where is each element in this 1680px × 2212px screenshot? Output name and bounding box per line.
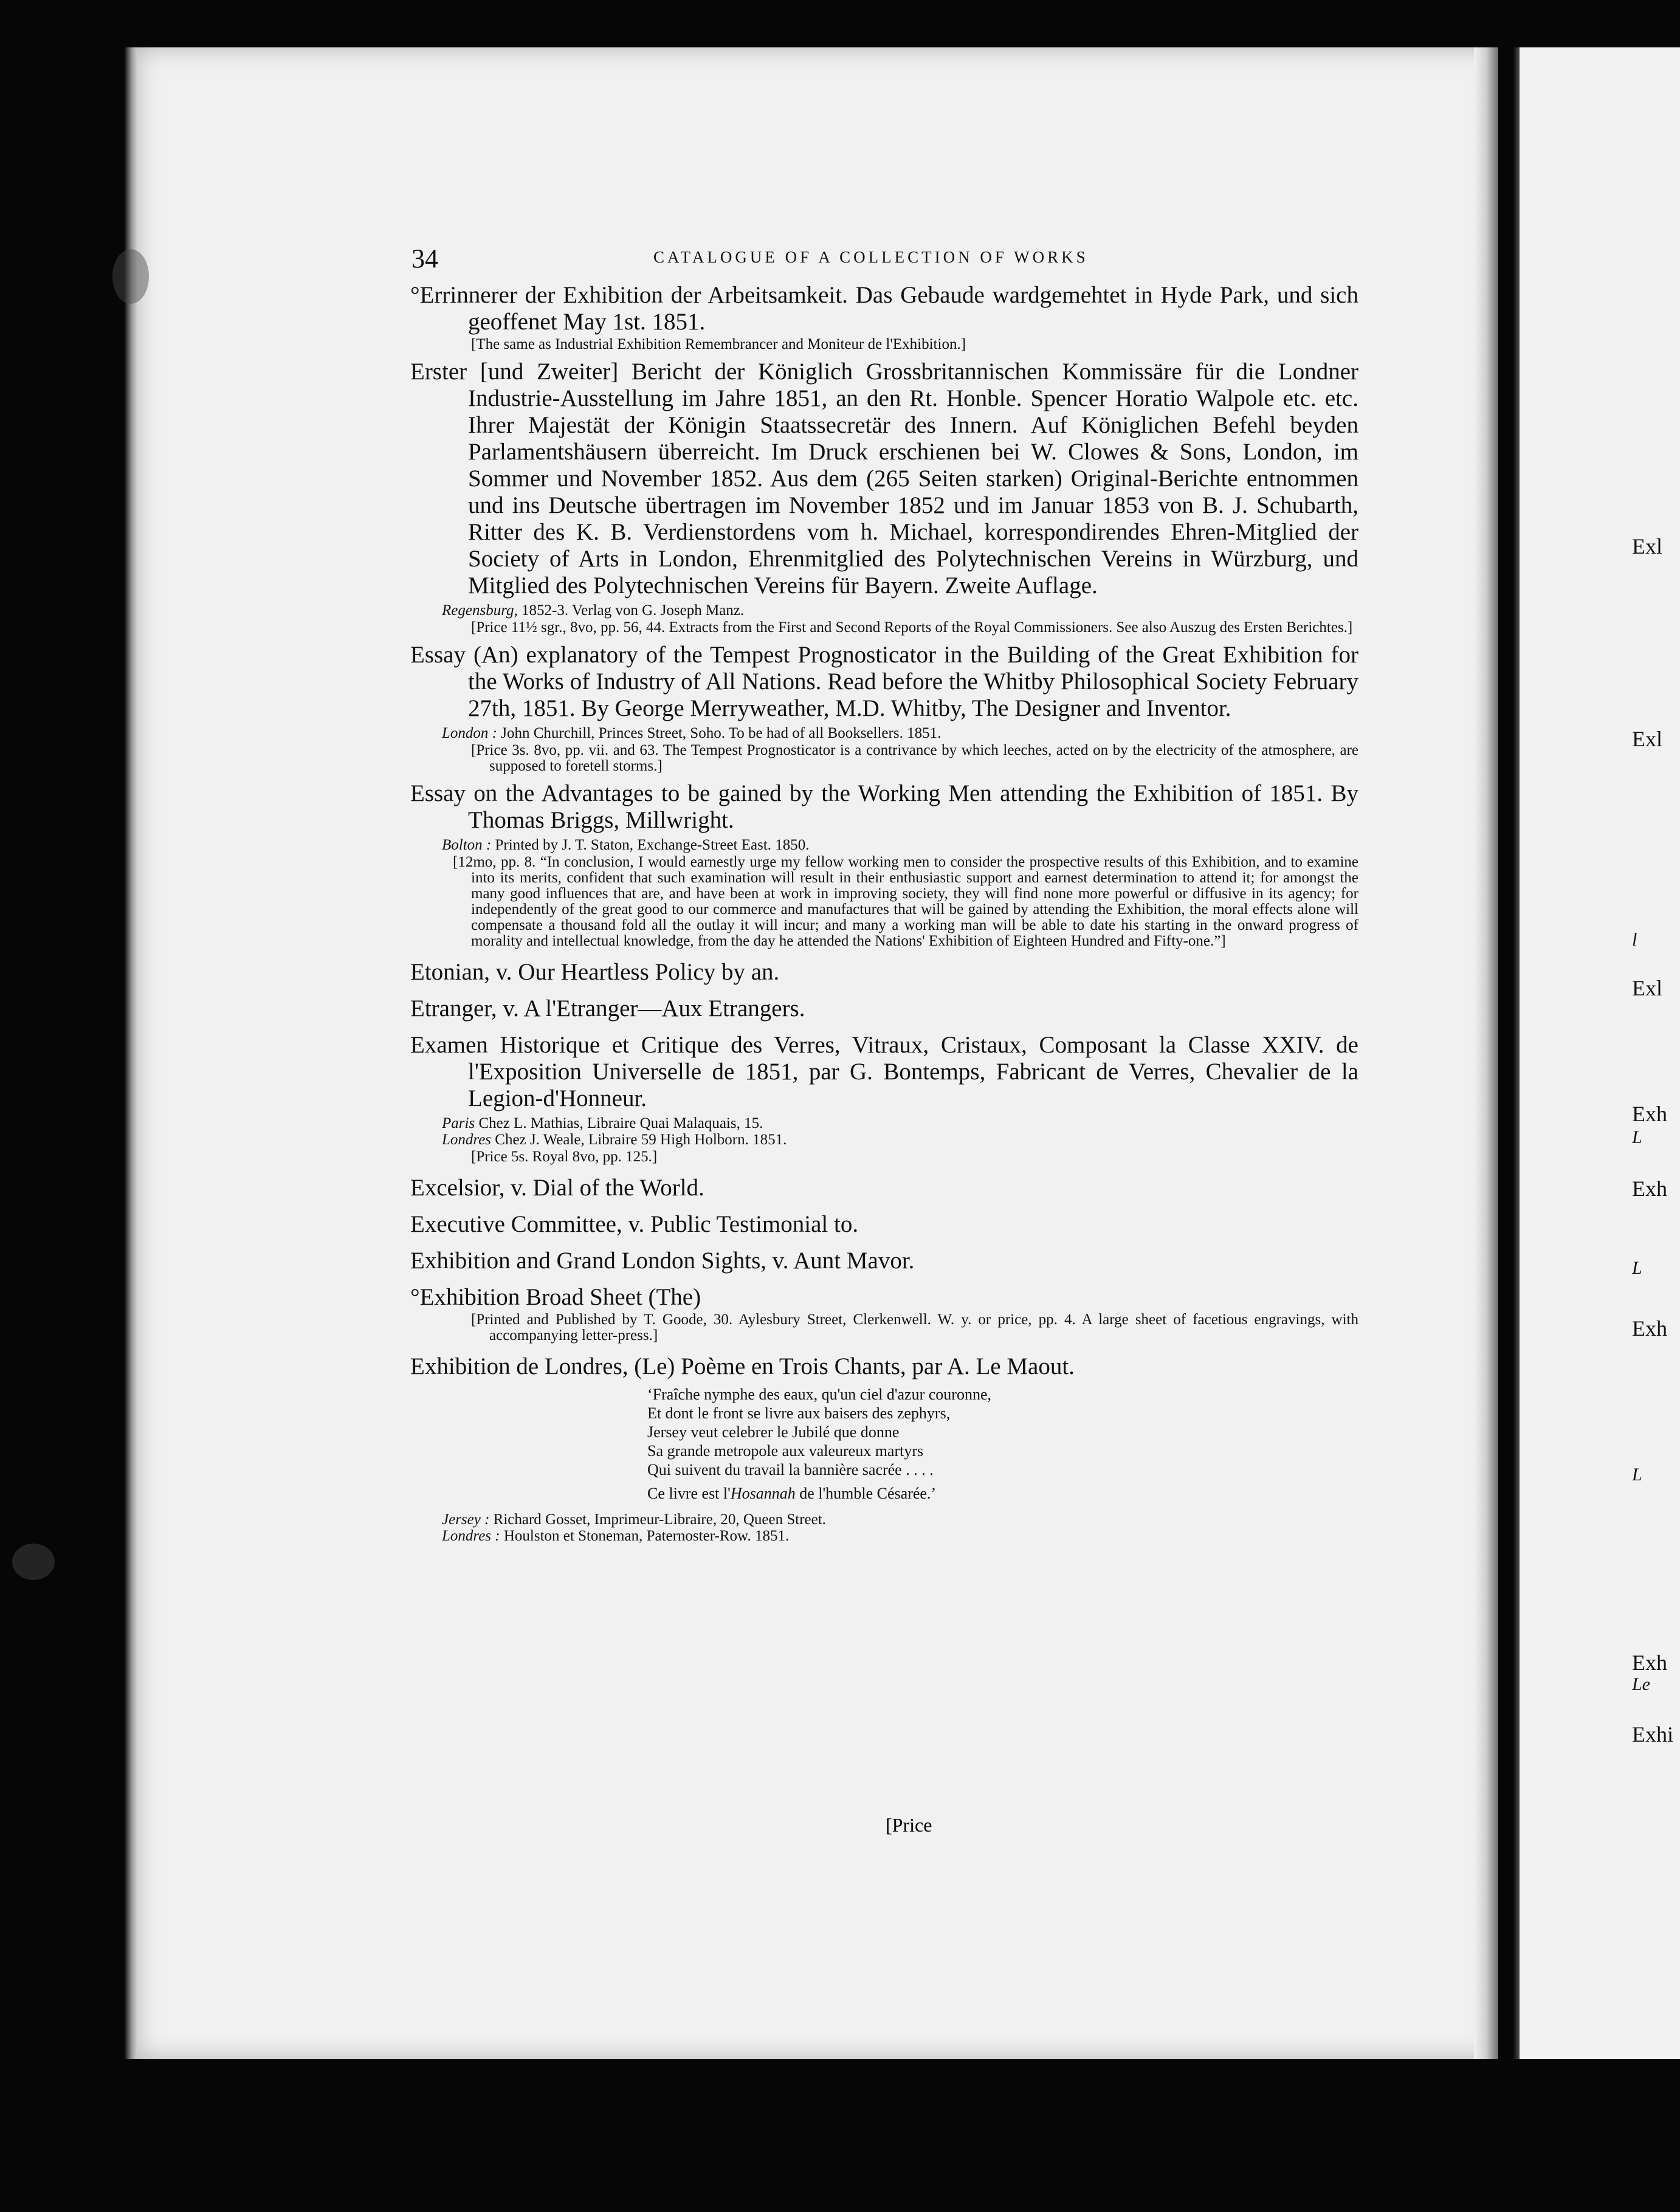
imprint-details: 1852-3. Verlag von G. Joseph Manz. <box>517 602 745 619</box>
catalogue-entry <box>410 642 1358 774</box>
scan-speck <box>112 249 149 304</box>
entry-heading: Executive Committee, v. Public Testimonial to. <box>410 1211 859 1237</box>
entry-imprint <box>410 837 1358 853</box>
adjacent-fragment: L <box>1632 1258 1642 1278</box>
entry-heading: Erster [und Zweiter] Bericht der Königlich Grossbritannischen Kommissäre für die Londner Industrie-Ausstellung im Jahre 1851, an den Rt. Honble. Spencer Horatio Walpole etc. etc. Ihrer Majestät der Königin Staatssecretär des Innern. Auf Königlichen Befehl beyden Parlamentshäusern überreicht. Im Druck erschienen bei W. Clowes & Sons, London, im Sommer und November 1852. Aus dem (265 Seiten starken) Original-Berichte entnommen und ins Deutsche übertragen im November 1852 und im Januar 1853 von B. J. Schubarth, Ritter des K. B. Verdienstordens vom h. Michael, korrespondirendes Ehren-Mitglied der Society of Arts in London, Ehrenmitglied des Polytechnischen Vereins in Würzburg, und Mitglied des Polytechnischen Vereins für Bayern. Zweite Auflage. <box>410 359 1358 599</box>
poem-line: Jersey veut celebrer le Jubilé que donne <box>647 1423 900 1441</box>
page-content <box>410 243 1358 1544</box>
entry-heading: Exhibition and Grand London Sights, v. Aunt Mavor. <box>410 1248 915 1274</box>
entry-note: [Price 11½ sgr., 8vo, pp. 56, 44. Extracts from the First and Second Reports of the Royal Commissioners. See also Auszug des Ersten Berichtes.] <box>471 619 1353 636</box>
poem-closing-line <box>647 1484 1358 1503</box>
catalogue-entry <box>410 1284 1358 1344</box>
poem-closing-text: de l'humble Césarée.’ <box>795 1485 937 1502</box>
imprint-details: John Churchill, Princes Street, Soho. To be had of all Booksellers. 1851. <box>497 725 942 741</box>
entry-imprint <box>410 1528 1358 1544</box>
page-number: 34 <box>411 244 438 273</box>
entry-heading: Examen Historique et Critique des Verres, Vitraux, Cristaux, Composant la Classe XXIV. de l'Exposition Universelle de 1851, par G. Bontemps, Fabricant de Verres, Chevalier de la Legion-d'Honneur. <box>410 1032 1358 1111</box>
catchword: [Price <box>886 1814 932 1836</box>
adjacent-fragment: Exl <box>1632 727 1662 751</box>
running-head <box>410 243 1358 276</box>
imprint-place: Londres <box>442 1132 492 1148</box>
poem-line: Qui suivent du travail la bannière sacrée . . . . <box>647 1461 934 1479</box>
adjacent-page <box>1520 47 1680 2059</box>
catalogue-entry <box>410 282 1358 352</box>
poem-closing-text: Ce livre est l' <box>647 1485 731 1502</box>
entry-imprint <box>410 602 1358 619</box>
adjacent-fragment: Exl <box>1632 534 1662 558</box>
entry-note: [12mo, pp. 8. “In conclusion, I would earnestly urge my fellow working men to consider the prospective results of this Exhibition, and to examine into its merits, confident that such examination will result in their enthusiastic support and earnest determination to attend it; for amongst the many good influences that are, and have been at work in improving society, they will find none more powerful or diffusive in its agency; for independently of the great good to our commerce and manufactures that will be gained by attending the Exhibition, the moral effects alone will compensate a thousand fold all the outlay it will incur; and many a working man will be able to date his starting in the onward progress of morality and intellectual knowledge, from the day he attended the Nations' Exhibition of Eighteen Hundred and Fifty-one.”] <box>453 854 1358 949</box>
entry-imprint <box>410 1115 1358 1132</box>
imprint-place: London : <box>442 725 497 741</box>
poem-line: Sa grande metropole aux valeureux martyrs <box>647 1442 924 1460</box>
entry-heading: °Errinnerer der Exhibition der Arbeitsamkeit. Das Gebaude wardgemehtet in Hyde Park, und sich geoffenet May 1st. 1851. <box>410 282 1358 335</box>
entry-note: [Printed and Published by T. Goode, 30. Aylesbury Street, Clerkenwell. W. y. or price, pp. 4. A large sheet of facetious engravings, with accompanying letter-press.] <box>471 1311 1358 1344</box>
entry-heading: Etranger, v. A l'Etranger—Aux Etrangers. <box>410 995 805 1022</box>
adjacent-fragment: L <box>1632 1465 1642 1485</box>
poem-line: ‘Fraîche nymphe des eaux, qu'un ciel d'azur couronne, <box>647 1386 991 1403</box>
adjacent-fragment: Exl <box>1632 976 1662 1000</box>
catalogue-entry <box>410 1353 1358 1544</box>
entry-heading: Essay (An) explanatory of the Tempest Prognosticator in the Building of the Great Exhibition for the Works of Industry of All Nations. Read before the Whitby Philosophical Society February 27th, 1851. By George Merryweather, M.D. Whitby, The Designer and Inventor. <box>410 642 1358 721</box>
entry-imprint <box>410 1511 1358 1528</box>
poem-quotation <box>410 1385 1358 1503</box>
adjacent-fragment: Exh <box>1632 1650 1667 1675</box>
imprint-place: Regensburg, <box>442 602 518 619</box>
adjacent-fragment: L <box>1632 1127 1642 1147</box>
scan-speck <box>12 1544 55 1580</box>
catalogue-entry <box>410 359 1358 636</box>
entry-note: [Price 3s. 8vo, pp. vii. and 63. The Tempest Prognosticator is a contrivance by which leeches, acted on by the electricity of the atmosphere, are supposed to foretell storms.] <box>471 742 1358 774</box>
imprint-place: Paris <box>442 1115 475 1132</box>
adjacent-fragment: Exh <box>1632 1316 1667 1341</box>
catalogue-entry <box>410 780 1358 949</box>
adjacent-fragment: Le <box>1632 1674 1650 1694</box>
entry-note: [The same as Industrial Exhibition Remembrancer and Moniteur de l'Exhibition.] <box>471 336 966 352</box>
entry-imprint <box>410 725 1358 741</box>
imprint-details: Richard Gosset, Imprimeur-Libraire, 20, Queen Street. <box>489 1511 826 1528</box>
entry-heading: Exhibition de Londres, (Le) Poème en Trois Chants, par A. Le Maout. <box>410 1353 1075 1379</box>
imprint-details: Chez L. Mathias, Libraire Quai Malaquais, 15. <box>475 1115 763 1132</box>
adjacent-fragment: Exh <box>1632 1176 1667 1201</box>
imprint-place: Londres : <box>442 1528 500 1544</box>
entry-note: [Price 5s. Royal 8vo, pp. 125.] <box>471 1149 658 1165</box>
imprint-place: Jersey : <box>442 1511 490 1528</box>
adjacent-fragment: l <box>1632 930 1637 950</box>
poem-line: Et dont le front se livre aux baisers des zephyrs, <box>647 1404 951 1422</box>
running-title: CATALOGUE OF A COLLECTION OF WORKS <box>653 248 1089 266</box>
adjacent-fragment: Exh <box>1632 1102 1667 1126</box>
imprint-details: Printed by J. T. Staton, Exchange-Street East. 1850. <box>491 837 810 853</box>
page-fore-edge <box>1474 47 1498 2059</box>
entry-heading: Etonian, v. Our Heartless Policy by an. <box>410 959 780 985</box>
adjacent-fragment: Exhi <box>1632 1722 1673 1747</box>
poem-closing-italic: Hosannah <box>730 1485 796 1502</box>
imprint-details: Chez J. Weale, Libraire 59 High Holborn. 1851. <box>491 1132 787 1148</box>
imprint-place: Bolton : <box>442 837 492 853</box>
entry-heading: °Exhibition Broad Sheet (The) <box>410 1284 701 1310</box>
imprint-details: Houlston et Stoneman, Paternoster-Row. 1851. <box>500 1528 790 1544</box>
entry-heading: Essay on the Advantages to be gained by the Working Men attending the Exhibition of 1851. By Thomas Briggs, Millwright. <box>410 780 1358 833</box>
entry-heading: Excelsior, v. Dial of the World. <box>410 1175 704 1201</box>
catalogue-entry <box>410 1032 1358 1165</box>
entry-imprint <box>410 1132 1358 1148</box>
